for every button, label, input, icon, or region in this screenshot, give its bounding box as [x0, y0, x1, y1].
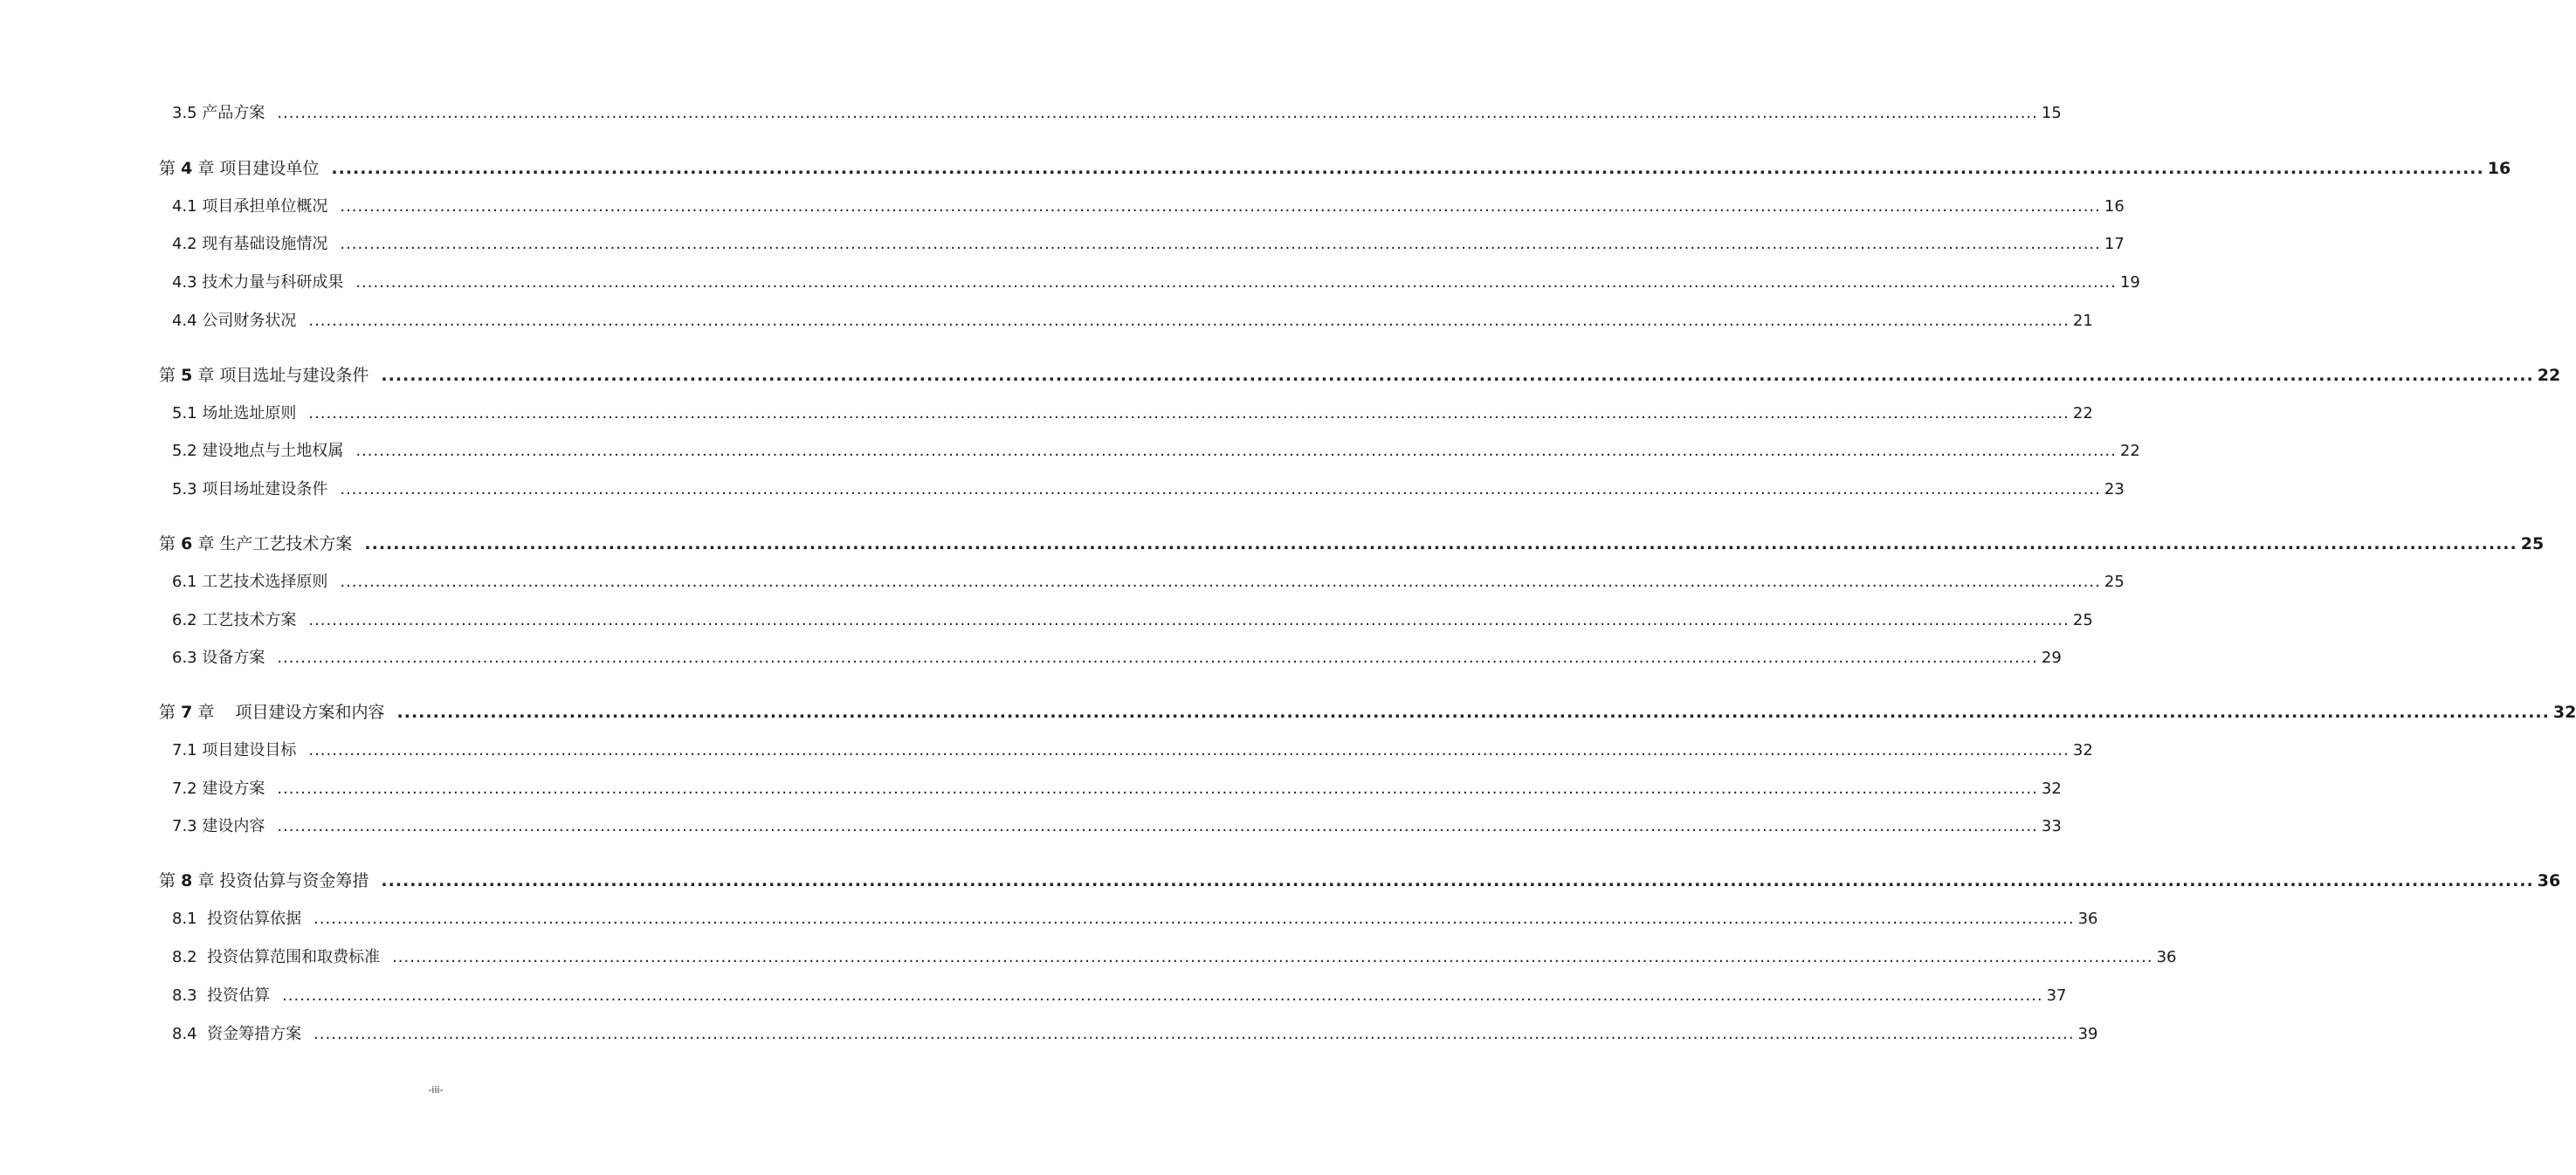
toc-section-row[interactable]: [172, 438, 2140, 464]
toc-section-row[interactable]: [172, 645, 2062, 671]
toc-leader-dots: ............................................................................................................................................................................................................................................................................................................: [308, 611, 2070, 629]
toc-section-label: 4.4 公司财务状况: [172, 312, 297, 330]
toc-section-row[interactable]: [172, 608, 2093, 634]
toc-section-label: 5.1 场址选址原则: [172, 404, 297, 423]
toc-section-row[interactable]: [172, 776, 2062, 802]
chapter-prefix: 第: [159, 534, 176, 553]
toc-section-row[interactable]: [172, 308, 2093, 334]
toc-section-label: 5.2 建设地点与土地权属: [172, 442, 344, 460]
toc-leader-dots: ............................................................................................................................................................................................................................................................................................................: [277, 780, 2038, 798]
toc-section-row[interactable]: [172, 569, 2125, 595]
toc-page-number: 19: [2119, 273, 2140, 292]
toc-section-row[interactable]: [172, 100, 2062, 127]
toc-page-number: 32: [2552, 703, 2576, 722]
toc-section-row[interactable]: [172, 194, 2125, 220]
toc-section-row[interactable]: [172, 906, 2098, 932]
toc-section-label: 4.1 项目承担单位概况: [172, 197, 328, 216]
toc-section-label: 4.3 技术力量与科研成果: [172, 273, 344, 292]
toc-chapter-row[interactable]: [159, 868, 2561, 894]
toc-section-label: 6.1 工艺技术选择原则: [172, 573, 328, 591]
toc-page-number: 33: [2041, 817, 2062, 835]
toc-chapter-row[interactable]: [159, 531, 2545, 557]
toc-leader-dots: ............................................................................................................................................................................................................................................................................................................: [381, 366, 2534, 385]
toc-section-row[interactable]: [172, 270, 2140, 296]
toc-page-number: 23: [2104, 480, 2125, 498]
toc-leader-dots: ............................................................................................................................................................................................................................................................................................................: [392, 948, 2153, 966]
toc-chapter-label: [159, 531, 364, 557]
chapter-prefix: 第: [159, 159, 176, 178]
toc-page-number: 36: [2537, 871, 2561, 890]
toc-page-number: 25: [2072, 611, 2093, 629]
toc-chapter-label: [159, 868, 381, 894]
toc-section-label: 6.2 工艺技术方案: [172, 611, 297, 629]
chapter-number: 5: [181, 366, 193, 385]
toc-page-number: 22: [2119, 442, 2140, 460]
toc-page-number: 22: [2072, 404, 2093, 423]
chapter-number: 8: [181, 871, 193, 890]
toc-chapter-row[interactable]: [159, 699, 2576, 725]
toc-chapter-row[interactable]: [159, 362, 2561, 388]
page-number-footer: -iii-: [428, 1084, 444, 1096]
toc-section-row[interactable]: [172, 738, 2093, 764]
chapter-prefix: 第: [159, 871, 176, 890]
toc-leader-dots: ............................................................................................................................................................................................................................................................................................................: [308, 404, 2070, 423]
toc-section-label: 7.1 项目建设目标: [172, 741, 297, 759]
chapter-number: 7: [181, 703, 193, 722]
toc-section-label: 3.5 产品方案: [172, 104, 265, 122]
toc-leader-dots: ............................................................................................................................................................................................................................................................................................................: [277, 649, 2038, 667]
toc-section-row[interactable]: [172, 1021, 2098, 1048]
toc-leader-dots: ............................................................................................................................................................................................................................................................................................................: [355, 273, 2117, 292]
toc-leader-dots: ............................................................................................................................................................................................................................................................................................................: [340, 573, 2101, 591]
toc-page-number: 29: [2041, 649, 2062, 667]
toc-page-number: 36: [2077, 910, 2098, 928]
toc-page-number: 39: [2077, 1025, 2098, 1043]
chapter-title: 章 投资估算与资金筹措: [197, 871, 369, 890]
toc-page-number: 36: [2156, 948, 2177, 966]
chapter-title: 章 项目建设方案和内容: [197, 703, 385, 722]
toc-chapter-label: [159, 362, 381, 388]
chapter-prefix: 第: [159, 366, 176, 385]
toc-section-label: 7.2 建设方案: [172, 780, 265, 798]
chapter-title: 章 项目建设单位: [197, 159, 320, 178]
toc-section-row[interactable]: [172, 945, 2177, 971]
toc-leader-dots: ............................................................................................................................................................................................................................................................................................................: [313, 1025, 2075, 1043]
toc-section-label: 4.2 现有基础设施情况: [172, 235, 328, 253]
toc-page-number: 21: [2072, 312, 2093, 330]
toc-leader-dots: ............................................................................................................................................................................................................................................................................................................: [277, 104, 2038, 122]
toc-leader-dots: ............................................................................................................................................................................................................................................................................................................: [364, 534, 2517, 553]
chapter-title: 章 生产工艺技术方案: [197, 534, 353, 553]
toc-page-number: 17: [2104, 235, 2125, 253]
toc-page-number: 32: [2072, 741, 2093, 759]
chapter-number: 4: [181, 159, 193, 178]
chapter-title: 章 项目选址与建设条件: [197, 366, 369, 385]
chapter-prefix: 第: [159, 703, 176, 722]
toc-chapter-label: [159, 699, 397, 725]
toc-section-row[interactable]: [172, 401, 2093, 427]
toc-section-label: 5.3 项目场址建设条件: [172, 480, 328, 498]
toc-section-label: 6.3 设备方案: [172, 649, 265, 667]
toc-section-row[interactable]: [172, 231, 2125, 258]
toc-page-number: 37: [2046, 986, 2067, 1005]
toc-section-label: 8.3 投资估算: [172, 986, 271, 1005]
toc-leader-dots: ............................................................................................................................................................................................................................................................................................................: [340, 197, 2101, 216]
toc-section-label: 8.4 资金筹措方案: [172, 1025, 302, 1043]
toc-leader-dots: ............................................................................................................................................................................................................................................................................................................: [277, 817, 2038, 835]
toc-page-number: 25: [2104, 573, 2125, 591]
toc-section-row[interactable]: [172, 477, 2125, 503]
toc-leader-dots: ............................................................................................................................................................................................................................................................................................................: [331, 159, 2484, 178]
toc-leader-dots: ............................................................................................................................................................................................................................................................................................................: [381, 871, 2534, 890]
toc-section-label: 8.2 投资估算范围和取费标准: [172, 948, 381, 966]
toc-leader-dots: ............................................................................................................................................................................................................................................................................................................: [355, 442, 2117, 460]
toc-leader-dots: ............................................................................................................................................................................................................................................................................................................: [340, 480, 2101, 498]
toc-page-number: 16: [2104, 197, 2125, 216]
toc-section-row[interactable]: [172, 814, 2062, 840]
toc-leader-dots: ............................................................................................................................................................................................................................................................................................................: [340, 235, 2101, 253]
toc-page-number: 25: [2520, 534, 2545, 553]
toc-section-row[interactable]: [172, 983, 2067, 1009]
toc-leader-dots: ............................................................................................................................................................................................................................................................................................................: [308, 312, 2070, 330]
toc-page-number: 15: [2041, 104, 2062, 122]
toc-chapter-row[interactable]: [159, 155, 2511, 182]
toc-leader-dots: ............................................................................................................................................................................................................................................................................................................: [282, 986, 2043, 1005]
toc-leader-dots: ............................................................................................................................................................................................................................................................................................................: [313, 910, 2075, 928]
toc-section-label: 7.3 建设内容: [172, 817, 265, 835]
toc-page-number: 32: [2041, 780, 2062, 798]
toc-page-number: 22: [2537, 366, 2561, 385]
chapter-number: 6: [181, 534, 193, 553]
toc-chapter-label: [159, 155, 331, 182]
toc-page-number: 16: [2487, 159, 2511, 178]
toc-leader-dots: ............................................................................................................................................................................................................................................................................................................: [308, 741, 2070, 759]
toc-section-label: 8.1 投资估算依据: [172, 910, 302, 928]
toc-leader-dots: ............................................................................................................................................................................................................................................................................................................: [396, 703, 2550, 722]
